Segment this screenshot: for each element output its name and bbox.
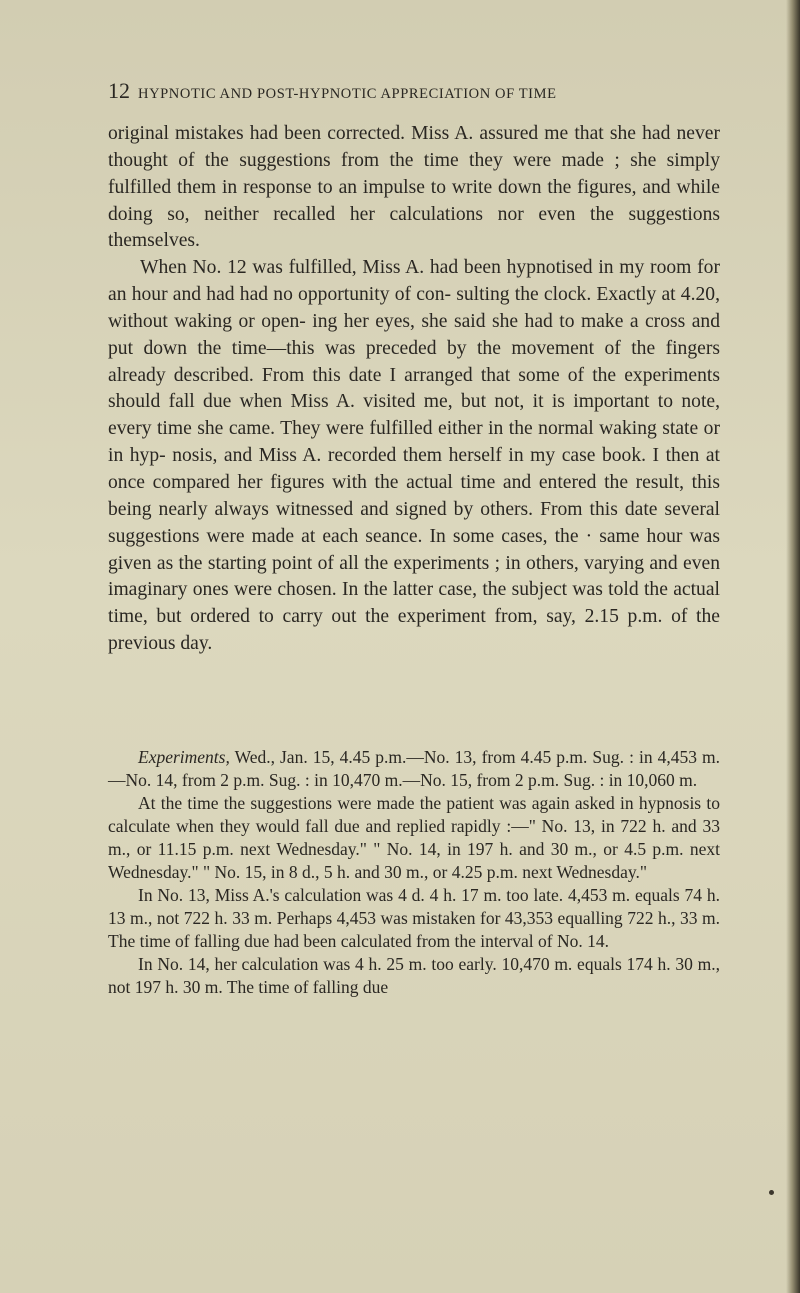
notes-paragraph: At the time the suggestions were made the patient was again asked in hypnosis to calculate when they would fall due and replied rapidly :—" No. 13, in 722 h. and 33 m., or 11.15 p.m. next Wednesday." " No. 14, in 197 h. and 30 m., or 4.5 p.m. next Wednesday." " No. 15, in 8 d., 5 h. and 30 m., or 4.25 p.m. next Wednesday."	[108, 793, 720, 882]
experiments-label: Experiments,	[138, 747, 230, 767]
print-speck	[769, 1190, 774, 1195]
experiment-record-text: Wed., Jan. 15, 4.45 p.m.—No. 13, from 4.45 p.m. Sug. : in 4,453 m.—No. 14, from 2 p.m. Sug. : in 10,470 m.—No. 15, from 2 p.m. Sug. : in 10,060 m.	[108, 747, 720, 790]
paragraph: When No. 12 was fulfilled, Miss A. had been hypnotised in my room for an hour and had had no opportunity of con- sulting the clock. Exactly at 4.20, without waking or open- ing her eyes, she said she had to make a cross and put down the time—this was preceded by the movement of the fingers already described. From this date I arranged that some of the experiments should fall due when Miss A. visited me, but not, it is important to note, every time she came. They were fulfilled either in the normal waking state or in hyp- nosis, and Miss A. recorded them herself in my case book. I then at once compared her figures with the actual time and entered the result, this being nearly always witnessed and signed by others. From this date several suggestions were made at each seance. In some cases, the · same hour was given as the starting point of all the experiments ; in others, varying and even imaginary ones were chosen. In the latter case, the subject was told the actual time, but ordered to carry out the experiment from, say, 2.15 p.m. of the previous day.	[108, 257, 720, 655]
page-number: 12	[108, 78, 130, 103]
experiment-record	[108, 746, 720, 792]
experiment-notes	[108, 746, 720, 999]
notes-paragraph: In No. 13, Miss A.'s calculation was 4 d. 4 h. 17 m. too late. 4,453 m. equals 74 h. 13 m., not 722 h. 33 m. Perhaps 4,453 was mistaken for 43,353 equalling 722 h., 33 m. The time of falling due had been calculated from the interval of No. 14.	[108, 885, 720, 951]
main-text	[108, 121, 720, 658]
running-head	[108, 72, 720, 112]
paragraph: original mistakes had been corrected. Miss A. assured me that she had never thought of the suggestions from the time they were made ; she simply fulfilled them in response to an impulse to write down the figures, and while doing so, neither recalled her calculations nor even the suggestions themselves.	[108, 123, 720, 252]
page-edge-shadow	[786, 0, 800, 1293]
running-title: HYPNOTIC AND POST-HYPNOTIC APPRECIATION OF TIME	[138, 86, 557, 102]
notes-paragraph: In No. 14, her calculation was 4 h. 25 m. too early. 10,470 m. equals 174 h. 30 m., not 197 h. 30 m. The time of falling due	[108, 954, 720, 997]
